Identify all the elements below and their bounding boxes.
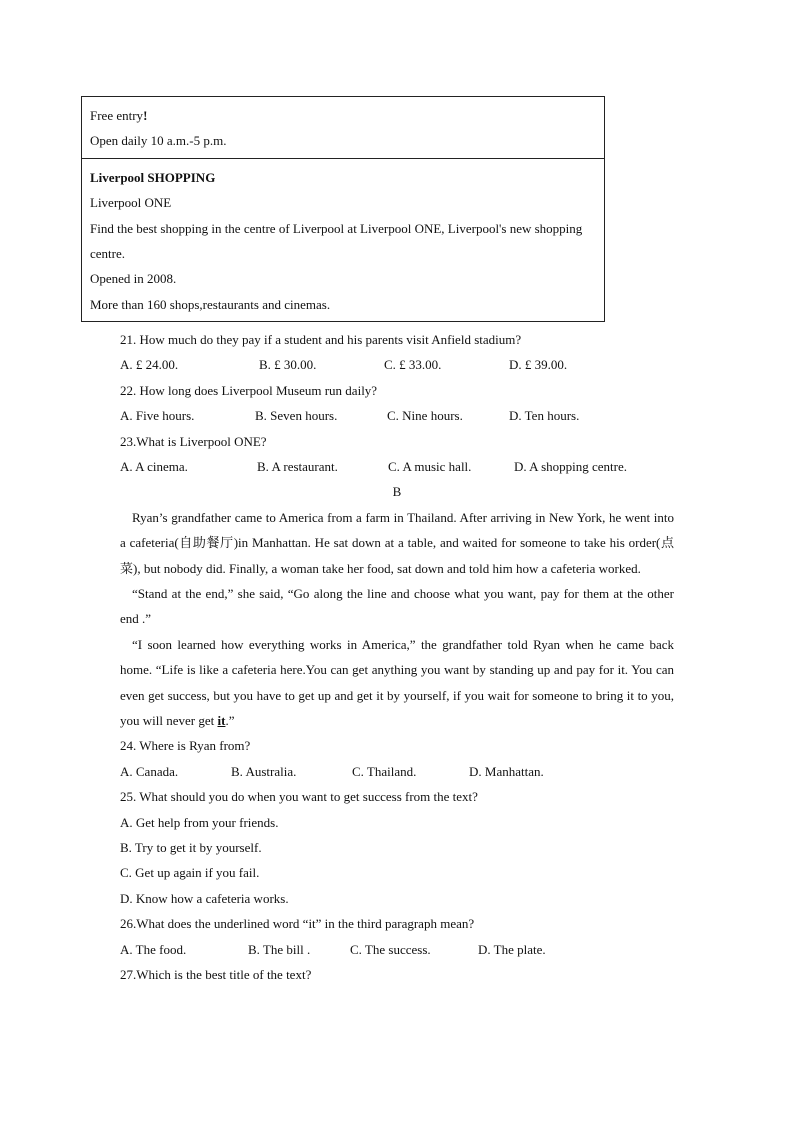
shopping-more: More than 160 shops,restaurants and cinemas. <box>90 296 331 312</box>
underlined-it: it <box>217 712 226 728</box>
open-hours-line: Open daily 10 a.m.-5 p.m. <box>90 133 227 149</box>
passage-paragraph-3: “I soon learned how everything works in America,” the grandfather told Ryan when he came back home. “Life is like a cafeteria here.You can get anything you want by standing up and pay for it. You can even get success, but you have to get up and get it by yourself, if you wait for someone to bring it to you, you will never get it.” <box>120 636 674 728</box>
option-22-b: B. Seven hours. <box>255 408 338 424</box>
passage-paragraph-2: “Stand at the end,” she said, “Go along the line and choose what you want, pay for them at the other end .” <box>120 585 674 627</box>
main-content <box>120 327 674 987</box>
option-24-d: D. Manhattan. <box>469 763 544 779</box>
info-table <box>81 96 605 322</box>
options-26 <box>120 937 674 962</box>
shopping-subtitle: Liverpool ONE <box>90 195 172 211</box>
shopping-opened: Opened in 2008. <box>90 271 177 287</box>
free-entry-line: Free entry! <box>90 108 148 123</box>
option-21-d: D. £ 39.00. <box>509 357 568 373</box>
shopping-cell <box>82 158 604 321</box>
option-25-d: D. Know how a cafeteria works. <box>120 890 289 906</box>
option-24-c: C. Thailand. <box>352 763 417 779</box>
options-24 <box>120 759 674 784</box>
question-21: 21. How much do they pay if a student and his parents visit Anfield stadium? <box>120 332 522 347</box>
passage-paragraph-1: Ryan’s grandfather came to America from a farm in Thailand. After arriving in New York, he went into a cafeteria(自助餐厅)in Manhattan. He sat down at a table, and waited for someone to take his order(点菜), but nobody did. Finally, a woman take her food, sat down and told him how a cafeteria worked. <box>120 509 674 576</box>
question-25: 25. What should you do when you want to get success from the text? <box>120 789 478 805</box>
options-21 <box>120 352 674 377</box>
option-26-b: B. The bill . <box>248 941 311 957</box>
option-21-a: A. £ 24.00. <box>120 357 179 373</box>
shopping-title: Liverpool SHOPPING <box>90 169 216 185</box>
option-23-c: C. A music hall. <box>388 458 472 474</box>
option-22-d: D. Ten hours. <box>509 408 580 424</box>
option-26-a: A. The food. <box>120 941 187 957</box>
option-21-b: B. £ 30.00. <box>259 357 317 373</box>
option-25-b: B. Try to get it by yourself. <box>120 839 262 855</box>
option-24-b: B. Australia. <box>231 763 297 779</box>
option-23-d: D. A shopping centre. <box>514 458 628 474</box>
option-25-c: C. Get up again if you fail. <box>120 865 260 881</box>
option-22-a: A. Five hours. <box>120 408 195 424</box>
section-heading-b: B <box>392 484 402 500</box>
option-24-a: A. Canada. <box>120 763 179 779</box>
option-25-a: A. Get help from your friends. <box>120 814 279 830</box>
option-22-c: C. Nine hours. <box>387 408 463 424</box>
entry-cell <box>82 97 604 158</box>
question-23: 23.What is Liverpool ONE? <box>120 433 267 449</box>
question-27: 27.Which is the best title of the text? <box>120 966 312 982</box>
question-26: 26.What does the underlined word “it” in the third paragraph mean? <box>120 916 475 932</box>
options-22 <box>120 403 674 428</box>
options-23 <box>120 454 674 479</box>
shopping-desc: Find the best shopping in the centre of Liverpool at Liverpool ONE, Liverpool's new shopping centre. <box>90 220 583 262</box>
option-23-b: B. A restaurant. <box>257 458 338 474</box>
option-26-d: D. The plate. <box>478 941 546 957</box>
option-26-c: C. The success. <box>350 941 431 957</box>
question-24: 24. Where is Ryan from? <box>120 738 251 754</box>
option-21-c: C. £ 33.00. <box>384 357 442 373</box>
question-22: 22. How long does Liverpool Museum run daily? <box>120 382 378 398</box>
option-23-a: A. A cinema. <box>120 458 188 474</box>
